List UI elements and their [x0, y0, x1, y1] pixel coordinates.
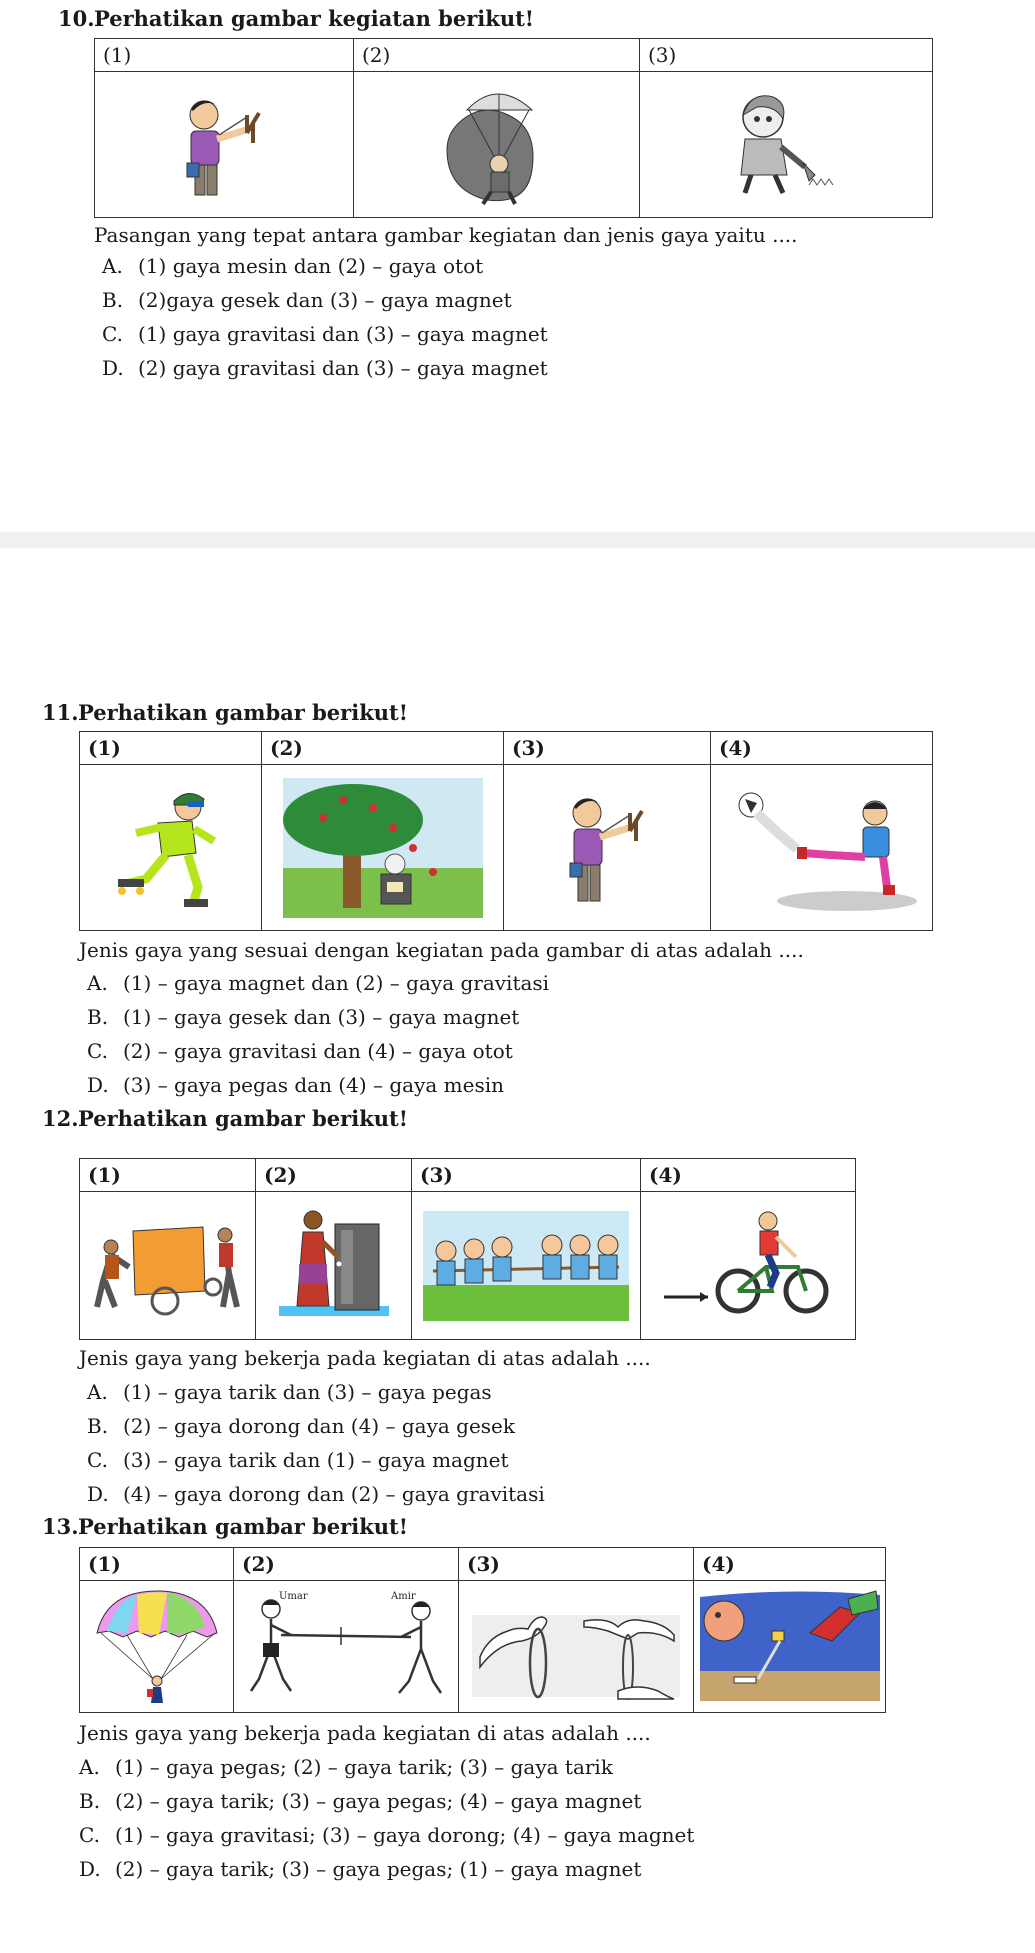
option-letter: B.: [87, 1414, 109, 1438]
slingshot-boy-illustration: [169, 85, 279, 205]
picture-cell: [262, 765, 504, 931]
right-person-label: Amir: [391, 1590, 416, 1602]
option-letter: D.: [102, 356, 124, 380]
picture-cell: [256, 1192, 412, 1340]
question-13-title: [42, 1514, 408, 1540]
page-bottom: [0, 548, 1035, 1953]
newton-under-apple-tree-illustration: [283, 778, 483, 918]
option-a[interactable]: [87, 1379, 492, 1405]
option-text: (1) – gaya gesek dan (3) – gaya magnet: [123, 1005, 520, 1029]
picture-cell: [95, 72, 354, 218]
question-heading: Perhatikan gambar berikut!: [78, 1514, 408, 1539]
option-b[interactable]: [87, 1413, 515, 1439]
roller-skater-illustration: [106, 783, 236, 913]
picture-cell: [640, 72, 933, 218]
question-number: 11.: [42, 700, 79, 725]
question-heading: Perhatikan gambar berikut!: [78, 700, 408, 725]
question-11-stem: Jenis gaya yang sesuai dengan kegiatan pada gambar di atas adalah ....: [79, 938, 804, 962]
slingshot-boy-illustration: [552, 783, 662, 913]
column-header: (3): [504, 732, 711, 765]
option-text: (1) gaya gravitasi dan (3) – gaya magnet: [138, 322, 548, 346]
option-text: (3) – gaya pegas dan (4) – gaya mesin: [123, 1073, 504, 1097]
option-b[interactable]: [102, 287, 512, 313]
option-letter: D.: [87, 1073, 109, 1097]
picture-cell: [711, 765, 933, 931]
question-12-stem: Jenis gaya yang bekerja pada kegiatan di atas adalah ....: [79, 1346, 651, 1370]
hands-stretching-rubber-band-illustration: [468, 1587, 684, 1707]
boy-kicking-ball-illustration: [727, 783, 917, 913]
question-11-title: [42, 700, 408, 726]
question-heading: Perhatikan gambar berikut!: [78, 1106, 408, 1131]
option-text: (1) gaya mesin dan (2) – gaya otot: [138, 254, 484, 278]
option-text: (1) – gaya tarik dan (3) – gaya pegas: [123, 1380, 492, 1404]
tug-of-war-kids-illustration: [423, 1211, 629, 1321]
column-header: (1): [80, 732, 262, 765]
column-header: (1): [80, 1548, 234, 1581]
option-c[interactable]: [87, 1038, 513, 1064]
option-text: (1) – gaya gravitasi; (3) – gaya dorong; (4) – gaya magnet: [115, 1823, 695, 1847]
question-12-picture-table: [79, 1158, 856, 1340]
question-13-picture-table: [79, 1547, 886, 1713]
magnet-attracting-pin-illustration: [700, 1587, 880, 1707]
option-d[interactable]: [87, 1481, 545, 1507]
picture-cell: [234, 1581, 459, 1713]
question-11-picture-table: [79, 731, 933, 931]
column-header: (1): [80, 1159, 256, 1192]
option-c[interactable]: [87, 1447, 509, 1473]
option-letter: A.: [79, 1755, 100, 1779]
option-text: (2) – gaya dorong dan (4) – gaya gesek: [123, 1414, 516, 1438]
column-header: (4): [711, 732, 933, 765]
option-b[interactable]: [79, 1788, 641, 1814]
picture-cell: [354, 72, 640, 218]
option-text: (2) – gaya tarik; (3) – gaya pegas; (1) – gaya magnet: [115, 1857, 642, 1881]
option-letter: C.: [102, 322, 123, 346]
option-letter: A.: [102, 254, 123, 278]
option-letter: A.: [87, 971, 108, 995]
parachutist-illustration: [87, 1587, 227, 1707]
option-a[interactable]: [79, 1754, 613, 1780]
picture-cell: [80, 1192, 256, 1340]
column-header: (4): [694, 1548, 886, 1581]
option-text: (2) gaya gravitasi dan (3) – gaya magnet: [138, 356, 548, 380]
column-header: (2): [234, 1548, 459, 1581]
picture-cell: [80, 765, 262, 931]
question-10-stem: Pasangan yang tepat antara gambar kegiatan dan jenis gaya yaitu ....: [94, 223, 798, 247]
men-pushing-cart-illustration: [93, 1211, 243, 1321]
option-text: (1) – gaya pegas; (2) – gaya tarik; (3) – gaya tarik: [115, 1755, 613, 1779]
option-letter: D.: [79, 1857, 101, 1881]
option-text: (2) – gaya tarik; (3) – gaya pegas; (4) – gaya magnet: [115, 1789, 642, 1813]
woman-opening-fridge-illustration: [279, 1206, 389, 1326]
option-c[interactable]: [102, 321, 548, 347]
option-text: (4) – gaya dorong dan (2) – gaya gravitasi: [123, 1482, 545, 1506]
picture-cell: [694, 1581, 886, 1713]
two-boys-tug-of-war-illustration: [241, 1587, 451, 1707]
question-12-title: [42, 1106, 408, 1132]
option-text: (1) – gaya magnet dan (2) – gaya gravitasi: [123, 971, 550, 995]
question-10-title: [58, 6, 534, 32]
column-header: (4): [641, 1159, 856, 1192]
picture-cell: [412, 1192, 641, 1340]
column-header: (3): [640, 39, 933, 72]
question-13-stem: Jenis gaya yang bekerja pada kegiatan di atas adalah ....: [79, 1721, 651, 1745]
column-header: (2): [256, 1159, 412, 1192]
option-d[interactable]: [79, 1856, 641, 1882]
left-person-label: Umar: [279, 1590, 308, 1602]
question-number: 12.: [42, 1106, 79, 1131]
column-header: (2): [354, 39, 640, 72]
parachute-soldier-illustration: [437, 80, 557, 210]
option-text: (2)gaya gesek dan (3) – gaya magnet: [138, 288, 512, 312]
question-number: 10.: [58, 6, 95, 31]
picture-cell: [80, 1581, 234, 1713]
picture-cell: [459, 1581, 694, 1713]
page-separator: [0, 532, 1035, 548]
picture-cell: [504, 765, 711, 931]
magnet-girl-illustration: [721, 85, 851, 205]
question-heading: Perhatikan gambar kegiatan berikut!: [94, 6, 535, 31]
column-header: (1): [95, 39, 354, 72]
boy-on-bicycle-illustration: [658, 1211, 838, 1321]
option-letter: A.: [87, 1380, 108, 1404]
option-a[interactable]: [102, 253, 483, 279]
column-header: (3): [459, 1548, 694, 1581]
option-letter: C.: [79, 1823, 100, 1847]
option-letter: D.: [87, 1482, 109, 1506]
option-letter: C.: [87, 1039, 108, 1063]
option-d[interactable]: [102, 355, 548, 381]
option-text: (3) – gaya tarik dan (1) – gaya magnet: [123, 1448, 509, 1472]
question-number: 13.: [42, 1514, 79, 1539]
question-10-picture-table: [94, 38, 933, 218]
picture-cell: [641, 1192, 856, 1340]
option-d[interactable]: [87, 1072, 504, 1098]
option-c[interactable]: [79, 1822, 694, 1848]
option-a[interactable]: [87, 970, 549, 996]
option-b[interactable]: [87, 1004, 519, 1030]
option-letter: B.: [87, 1005, 109, 1029]
option-letter: B.: [102, 288, 124, 312]
column-header: (3): [412, 1159, 641, 1192]
page-top: [0, 0, 1035, 532]
option-letter: C.: [87, 1448, 108, 1472]
option-text: (2) – gaya gravitasi dan (4) – gaya otot: [123, 1039, 513, 1063]
option-letter: B.: [79, 1789, 101, 1813]
column-header: (2): [262, 732, 504, 765]
